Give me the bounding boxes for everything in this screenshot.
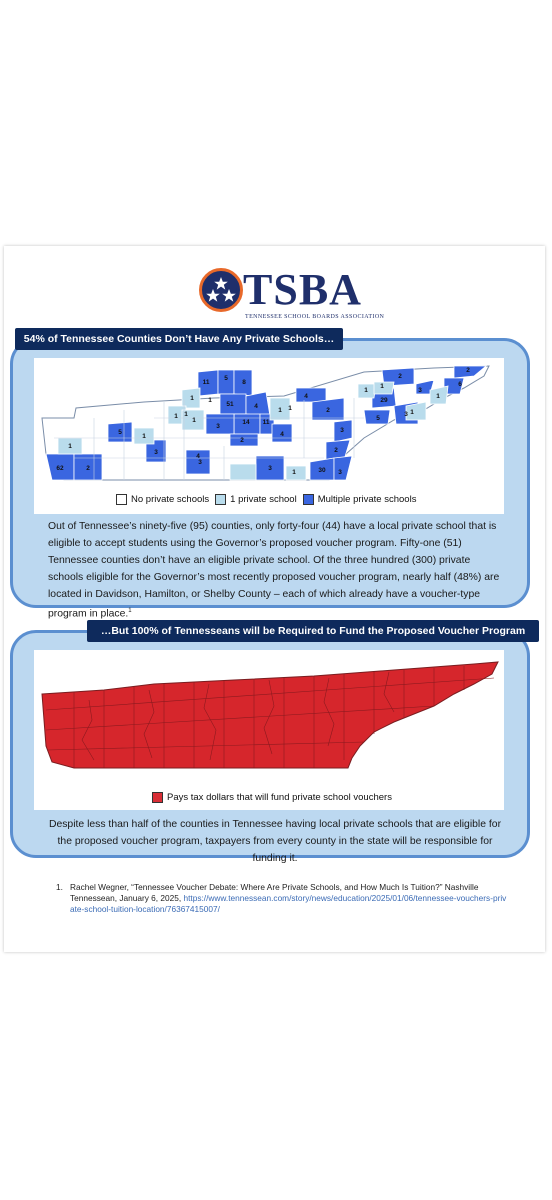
map-count: 1 [174, 413, 178, 420]
map-count: 3 [418, 387, 422, 394]
map-count: 4 [196, 453, 200, 460]
map-count: 11 [262, 419, 270, 426]
county-multi [206, 414, 234, 434]
map1-legend [116, 494, 422, 505]
map-count: 3 [338, 469, 342, 476]
county-multi [334, 456, 352, 480]
logo-wordmark: TSBA [243, 265, 362, 314]
legend-label: No private schools [131, 494, 210, 505]
map-count: 3 [216, 423, 220, 430]
funding-map [34, 650, 504, 810]
map2-legend [152, 792, 398, 803]
tennessee-tristar-icon [199, 268, 243, 312]
legend-label: Multiple private schools [317, 494, 417, 505]
map-count: 14 [242, 419, 250, 426]
logo-subtitle: TENNESSEE SCHOOL BOARDS ASSOCIATION [245, 314, 385, 320]
map-count: 2 [398, 373, 402, 380]
map-count: 51 [226, 401, 234, 408]
map-count: 2 [326, 407, 330, 414]
map-count: 1 [436, 393, 440, 400]
map-count: 1 [288, 405, 292, 412]
county-single [374, 382, 394, 394]
map-count: 3 [198, 459, 202, 466]
footnote-text: Rachel Wegner, “Tennessee Voucher Debate: Where Are Private Schools, and How Much Is Tuition?” Nashville Tennessean, January 6, 2025, [70, 882, 479, 903]
legend-label: Pays tax dollars that will fund private school vouchers [167, 792, 392, 803]
map-count: 2 [240, 437, 244, 444]
map-count: 1 [184, 411, 188, 418]
map-count: 62 [56, 465, 64, 472]
map-count: 30 [318, 467, 326, 474]
map-count: 1 [380, 383, 384, 390]
map-count: 6 [458, 381, 462, 388]
map-count: 5 [224, 375, 228, 382]
map-count: 2 [86, 465, 90, 472]
footnote-link[interactable]: https://www.tennessean.com/story/news/education/2025/01/06/tennessee-vouchers-private-school-tuition-location/76367415007/ [70, 893, 507, 914]
section1-body: Out of Tennessee’s ninety-five (95) counties, only forty-four (44) have a local private school that is eligible to accept students using the Governor’s proposed voucher program. Fifty-one (51) Tennessee counties don’t have an eligible private school. Of the three hundred (300) private schools eligible for the Governor’s most recently proposed voucher program, nearly half (48%) are located in Davidson, Hamilton, or Shelby County – each of which already have a voucher-type program in place.$^1$ [48, 521, 500, 620]
map-count: 1 [68, 443, 72, 450]
map-count: 4 [254, 403, 258, 410]
map-count: 1 [278, 407, 282, 414]
tennessee-county-map [34, 358, 504, 490]
legend-label: 1 private school [230, 494, 297, 505]
document-page [4, 246, 545, 952]
section1-banner: 54% of Tennessee Counties Don’t Have Any Private Schools… [15, 328, 343, 350]
map-count: 11 [202, 379, 210, 386]
map-count: 3 [340, 427, 344, 434]
legend-swatch-one [215, 494, 226, 505]
map-count: 3 [268, 465, 272, 472]
county-single [286, 466, 306, 480]
tsba-logo [199, 265, 385, 326]
legend-swatch-multiple [303, 494, 314, 505]
county-multi [230, 434, 258, 446]
tennessee-funding-map [34, 650, 504, 780]
legend-swatch-none [116, 494, 127, 505]
county-single [230, 464, 256, 480]
map-count: 1 [190, 395, 194, 402]
map-count: 3 [154, 449, 158, 456]
section2-body: Despite less than half of the counties in Tennessee having local private schools that are eligible for the proposed voucher program, taxpayers from every county in the state will be responsible for funding it. [48, 819, 502, 864]
map-count: 8 [242, 379, 246, 386]
footnote-number: 1. [56, 882, 63, 892]
county-multi [246, 392, 270, 416]
map-count: 29 [380, 397, 388, 404]
map-count: 4 [304, 393, 308, 400]
map-count: 2 [334, 447, 338, 454]
map-count: 1 [410, 409, 414, 416]
private-schools-map [34, 358, 504, 514]
legend-swatch-pays [152, 792, 163, 803]
section2-banner: …But 100% of Tennesseans will be Required to Fund the Proposed Voucher Program [87, 620, 539, 642]
map-count: 3 [404, 411, 408, 418]
map-count: 5 [376, 415, 380, 422]
map-count: 1 [364, 387, 368, 394]
county-multi [296, 388, 326, 402]
map-count: 1 [292, 469, 296, 476]
map-count: 1 [208, 397, 212, 404]
footnote [56, 882, 510, 915]
footnote-mark: 1 [128, 608, 132, 614]
county-multi [218, 370, 234, 394]
map-count: 1 [192, 417, 196, 424]
map-count: 4 [280, 431, 284, 438]
map-count: 2 [466, 367, 470, 374]
map-count: 5 [118, 429, 122, 436]
map-count: 1 [142, 433, 146, 440]
